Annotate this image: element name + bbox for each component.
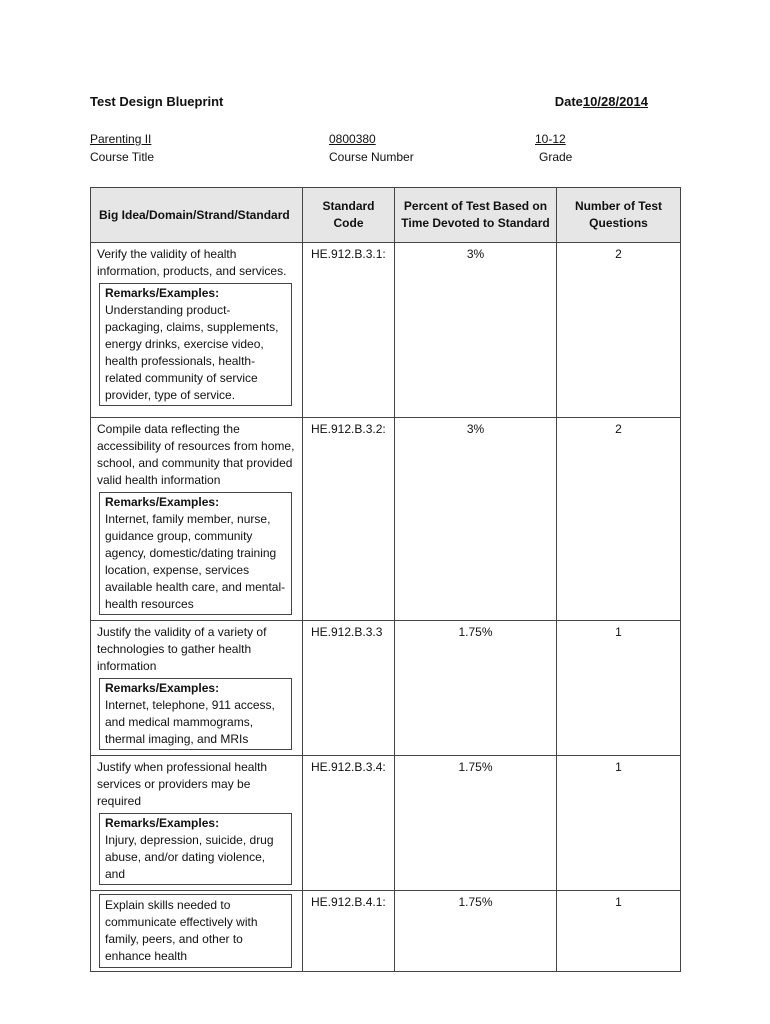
remarks-label: Remarks/Examples: [105, 495, 220, 509]
standard-text: Compile data reflecting the accessibility of resources from home, school, and community that provided valid health information [97, 422, 295, 487]
standard-code-cell: HE.912.B.3.1: [303, 243, 395, 418]
questions-cell: 1 [557, 891, 681, 972]
table-row [91, 243, 681, 418]
standard-cell [91, 621, 303, 756]
questions-cell: 1 [557, 756, 681, 891]
table-row [91, 418, 681, 621]
standard-text: Verify the validity of health information, products, and services. [97, 247, 287, 278]
course-title-value: Parenting II [90, 132, 152, 146]
standard-text: Justify when professional health services or providers may be required [97, 760, 268, 808]
document-title: Test Design Blueprint [90, 94, 224, 109]
remarks-box [99, 678, 292, 750]
course-title-label: Course Title [90, 150, 155, 164]
standard-code-cell: HE.912.B.3.3 [303, 621, 395, 756]
questions-cell: 1 [557, 621, 681, 756]
grade-block [535, 130, 572, 166]
percent-cell: 3% [395, 243, 557, 418]
questions-cell: 2 [557, 243, 681, 418]
date-label: Date [554, 94, 583, 109]
remarks-box [99, 283, 292, 406]
header-percent: Percent of Test Based on Time Devoted to Standard [395, 188, 557, 243]
remarks-text: Injury, depression, suicide, drug abuse, and/or dating violence, and [105, 833, 274, 881]
remarks-text: Understanding product-packaging, claims, supplements, energy drinks, exercise video, health professionals, health-related community of service provider, type of service. [105, 303, 279, 402]
date-value: 10/28/2014 [582, 94, 648, 109]
standard-code-cell: HE.912.B.3.4: [303, 756, 395, 891]
standard-code-cell: HE.912.B.4.1: [303, 891, 395, 972]
remarks-box [99, 492, 292, 615]
grade-label: Grade [539, 150, 573, 164]
standard-text: Justify the validity of a variety of technologies to gather health information [97, 625, 267, 673]
course-number-value: 0800380 [329, 132, 376, 146]
table-row [91, 891, 681, 972]
percent-cell: 3% [395, 418, 557, 621]
date-field [555, 94, 648, 109]
header-standard-code: Standard Code [303, 188, 395, 243]
standard-cell [91, 418, 303, 621]
document-header [90, 94, 650, 112]
remarks-label: Remarks/Examples: [105, 681, 220, 695]
course-number-block [329, 130, 414, 166]
standard-cell [91, 243, 303, 418]
header-big-idea: Big Idea/Domain/Strand/Standard [91, 188, 303, 243]
standard-cell [91, 891, 303, 972]
table-header-row [91, 188, 681, 243]
percent-cell: 1.75% [395, 621, 557, 756]
standard-cell [91, 756, 303, 891]
grade-value: 10-12 [535, 132, 566, 146]
percent-cell: 1.75% [395, 891, 557, 972]
remarks-text: Internet, telephone, 911 access, and medical mammograms, thermal imaging, and MRIs [105, 698, 275, 746]
table-row [91, 621, 681, 756]
remarks-label: Remarks/Examples: [105, 286, 220, 300]
blueprint-table [90, 187, 681, 972]
course-info [90, 130, 650, 166]
remarks-label: Remarks/Examples: [105, 816, 220, 830]
standard-text: Explain skills needed to communicate effectively with family, peers, and other to enhance health [99, 894, 292, 968]
course-title-block [90, 130, 154, 166]
questions-cell: 2 [557, 418, 681, 621]
remarks-text: Internet, family member, nurse, guidance group, community agency, domestic/dating training location, expense, services available health care, and mental-health resources [105, 512, 286, 611]
course-number-label: Course Number [329, 150, 414, 164]
standard-code-cell: HE.912.B.3.2: [303, 418, 395, 621]
percent-cell: 1.75% [395, 756, 557, 891]
header-num-questions: Number of Test Questions [557, 188, 681, 243]
remarks-box [99, 813, 292, 885]
table-row [91, 756, 681, 891]
